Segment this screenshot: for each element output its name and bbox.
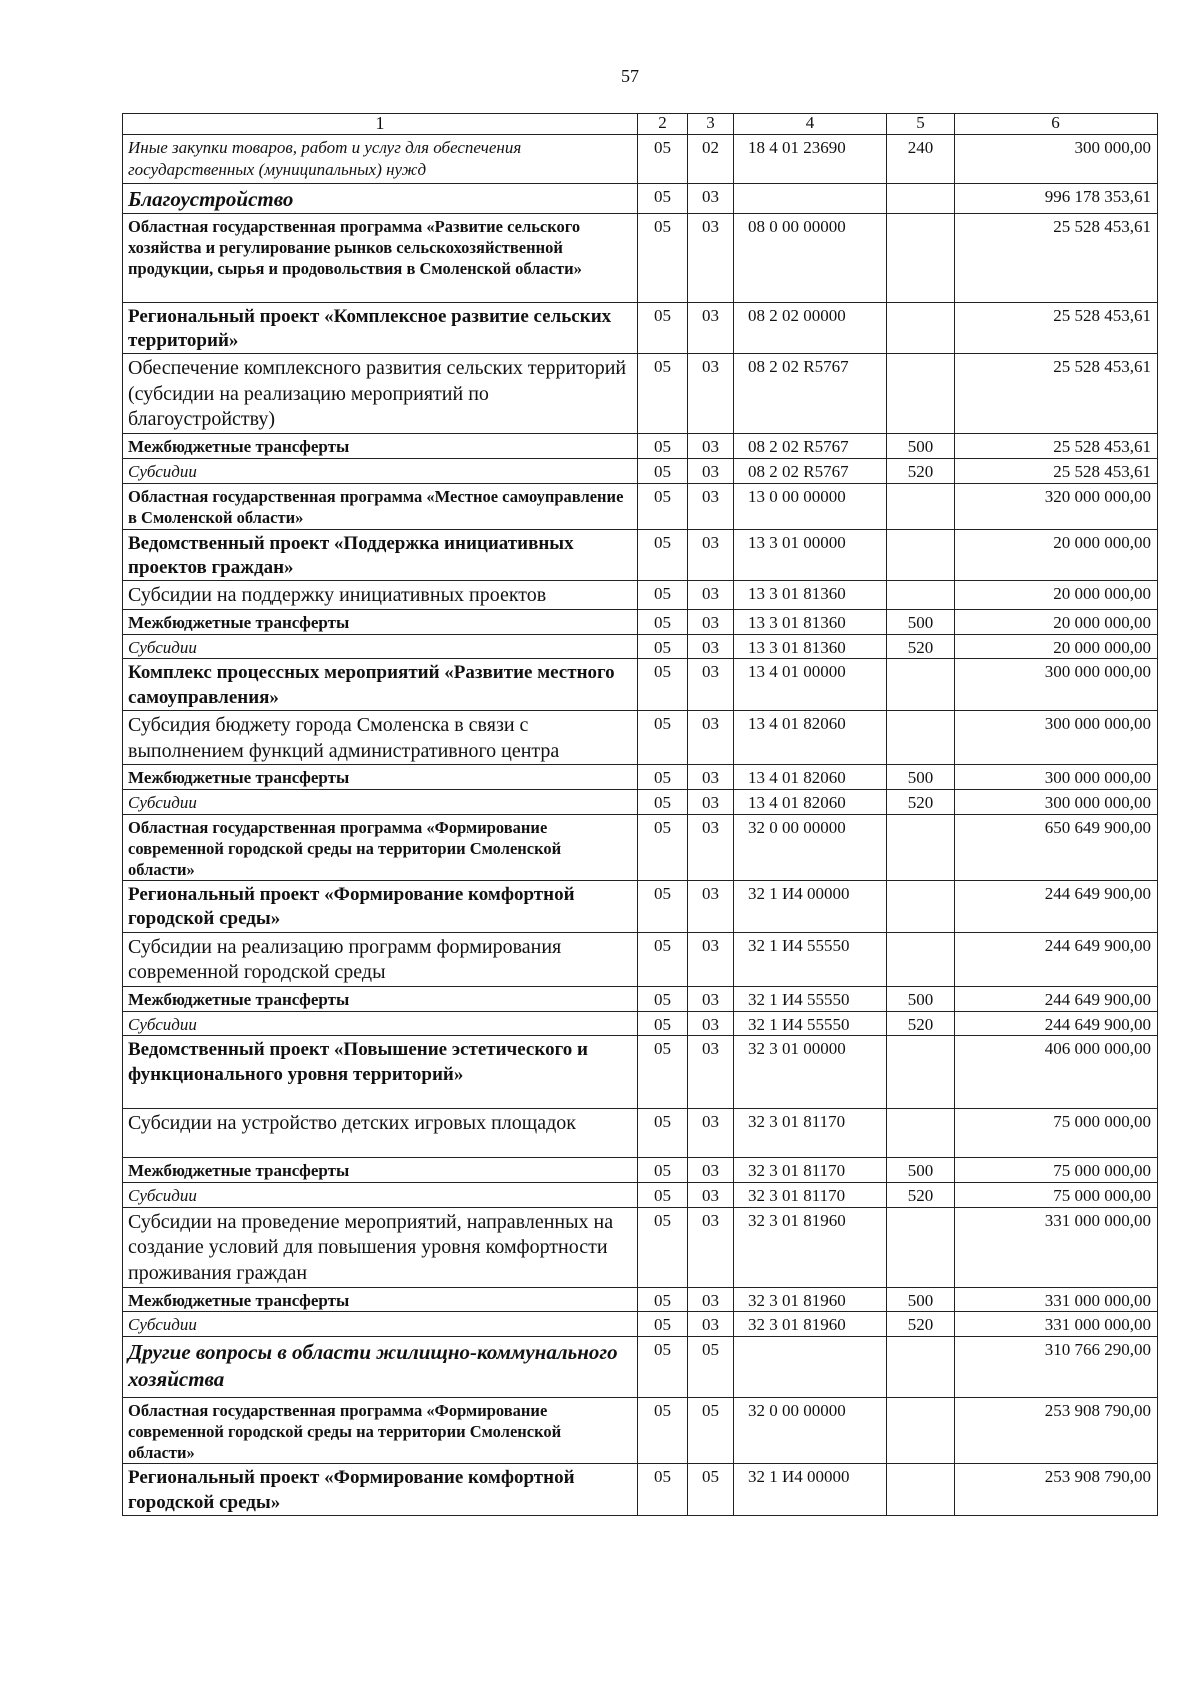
row-section-code: 05 [638,932,688,986]
column-header: 5 [887,114,955,135]
table-row [123,1337,1158,1398]
row-name: Ведомственный проект «Поддержка инициативных проектов граждан» [123,529,638,581]
row-amount: 244 649 900,00 [955,880,1158,932]
row-section-code: 05 [638,814,688,880]
row-section-code: 05 [638,183,688,213]
table-row [123,814,1158,880]
row-name: Региональный проект «Формирование комфортной городской среды» [123,1464,638,1516]
row-target-article: 32 3 01 81170 [734,1183,887,1208]
table-row [123,134,1158,183]
row-name: Областная государственная программа «Формирование современной городской среды на территории Смоленской области» [123,814,638,880]
row-amount: 300 000,00 [955,134,1158,183]
row-target-article: 08 2 02 R5767 [734,354,887,434]
row-subsection-code: 03 [688,483,734,529]
table-row [123,1312,1158,1337]
row-name: Субсидии [123,458,638,483]
row-expense-type [887,1337,955,1398]
row-amount: 25 528 453,61 [955,354,1158,434]
row-expense-type: 500 [887,1158,955,1183]
row-amount: 244 649 900,00 [955,932,1158,986]
row-name: Субсидии [123,1011,638,1036]
row-name: Межбюджетные трансферты [123,765,638,790]
row-subsection-code: 03 [688,581,734,610]
row-amount: 650 649 900,00 [955,814,1158,880]
row-section-code: 05 [638,1464,688,1516]
row-amount: 20 000 000,00 [955,529,1158,581]
column-header: 1 [123,114,638,135]
row-subsection-code: 03 [688,183,734,213]
table-row [123,880,1158,932]
row-name: Межбюджетные трансферты [123,434,638,459]
row-subsection-code: 03 [688,1287,734,1312]
row-expense-type [887,1036,955,1109]
row-target-article: 32 3 01 00000 [734,1036,887,1109]
row-target-article: 13 4 01 82060 [734,765,887,790]
row-target-article: 32 1 И4 00000 [734,880,887,932]
row-expense-type: 240 [887,134,955,183]
row-target-article: 32 1 И4 55550 [734,1011,887,1036]
row-section-code: 05 [638,1287,688,1312]
row-subsection-code: 03 [688,354,734,434]
row-section-code: 05 [638,134,688,183]
row-section-code: 05 [638,880,688,932]
row-subsection-code: 03 [688,1011,734,1036]
row-expense-type [887,880,955,932]
row-section-code: 05 [638,302,688,354]
row-section-code: 05 [638,1011,688,1036]
row-section-code: 05 [638,458,688,483]
row-expense-type [887,659,955,711]
row-subsection-code: 03 [688,434,734,459]
row-amount: 20 000 000,00 [955,581,1158,610]
table-row [123,1287,1158,1312]
row-amount: 25 528 453,61 [955,434,1158,459]
table-row [123,710,1158,764]
row-amount: 253 908 790,00 [955,1464,1158,1516]
row-target-article: 32 0 00 00000 [734,1398,887,1464]
column-header: 6 [955,114,1158,135]
row-section-code: 05 [638,354,688,434]
row-expense-type: 500 [887,986,955,1011]
budget-table [122,113,1158,1516]
row-subsection-code: 03 [688,1036,734,1109]
row-section-code: 05 [638,634,688,659]
row-target-article: 32 1 И4 55550 [734,986,887,1011]
row-amount: 253 908 790,00 [955,1398,1158,1464]
table-row [123,1011,1158,1036]
row-section-code: 05 [638,434,688,459]
row-amount: 300 000 000,00 [955,710,1158,764]
row-subsection-code: 05 [688,1337,734,1398]
row-target-article: 13 4 01 00000 [734,659,887,711]
row-name: Субсидии [123,1183,638,1208]
row-subsection-code: 03 [688,932,734,986]
row-section-code: 05 [638,1158,688,1183]
row-subsection-code: 03 [688,1312,734,1337]
row-target-article: 08 2 02 00000 [734,302,887,354]
row-subsection-code: 03 [688,789,734,814]
row-target-article: 08 2 02 R5767 [734,434,887,459]
table-row [123,434,1158,459]
table-row [123,183,1158,213]
header-row [123,114,1158,135]
table-row [123,1464,1158,1516]
row-expense-type: 500 [887,609,955,634]
row-name: Ведомственный проект «Повышение эстетического и функционального уровня территорий» [123,1036,638,1109]
row-name: Межбюджетные трансферты [123,1287,638,1312]
row-name: Субсидии на устройство детских игровых площадок [123,1109,638,1158]
row-expense-type: 500 [887,765,955,790]
row-section-code: 05 [638,1183,688,1208]
row-section-code: 05 [638,789,688,814]
row-target-article: 13 3 01 81360 [734,634,887,659]
row-expense-type [887,1109,955,1158]
row-amount: 20 000 000,00 [955,609,1158,634]
row-subsection-code: 03 [688,458,734,483]
table-row [123,581,1158,610]
row-expense-type: 520 [887,1312,955,1337]
row-target-article: 13 3 01 00000 [734,529,887,581]
row-subsection-code: 02 [688,134,734,183]
page-number: 57 [621,66,639,86]
row-subsection-code: 03 [688,814,734,880]
row-name: Субсидии [123,634,638,659]
row-expense-type [887,354,955,434]
row-subsection-code: 03 [688,986,734,1011]
row-expense-type: 520 [887,458,955,483]
row-amount: 300 000 000,00 [955,765,1158,790]
table-row [123,529,1158,581]
row-amount: 20 000 000,00 [955,634,1158,659]
row-name: Субсидии на проведение мероприятий, направленных на создание условий для повышения уровня комфортности проживания граждан [123,1207,638,1287]
row-subsection-code: 03 [688,765,734,790]
row-expense-type [887,213,955,302]
row-target-article: 32 1 И4 55550 [734,932,887,986]
table-row [123,1207,1158,1287]
table-row [123,789,1158,814]
row-amount: 331 000 000,00 [955,1287,1158,1312]
row-section-code: 05 [638,765,688,790]
row-amount: 25 528 453,61 [955,458,1158,483]
row-target-article: 13 3 01 81360 [734,581,887,610]
row-name: Региональный проект «Комплексное развитие сельских территорий» [123,302,638,354]
row-expense-type: 520 [887,634,955,659]
row-subsection-code: 03 [688,213,734,302]
row-amount: 25 528 453,61 [955,302,1158,354]
row-section-code: 05 [638,1337,688,1398]
row-section-code: 05 [638,609,688,634]
row-expense-type [887,483,955,529]
row-name: Субсидия бюджету города Смоленска в связи с выполнением функций административного центра [123,710,638,764]
column-header: 4 [734,114,887,135]
row-amount: 25 528 453,61 [955,213,1158,302]
row-amount: 331 000 000,00 [955,1207,1158,1287]
row-amount: 244 649 900,00 [955,986,1158,1011]
row-name: Иные закупки товаров, работ и услуг для обеспечения государственных (муниципальных) нужд [123,134,638,183]
row-amount: 996 178 353,61 [955,183,1158,213]
table-row [123,213,1158,302]
row-section-code: 05 [638,659,688,711]
table-row [123,634,1158,659]
row-expense-type [887,1464,955,1516]
table-row [123,1183,1158,1208]
row-subsection-code: 03 [688,1183,734,1208]
table-row [123,765,1158,790]
row-section-code: 05 [638,529,688,581]
row-target-article: 32 3 01 81960 [734,1287,887,1312]
row-amount: 331 000 000,00 [955,1312,1158,1337]
row-expense-type [887,1398,955,1464]
row-name: Межбюджетные трансферты [123,986,638,1011]
row-expense-type: 520 [887,1183,955,1208]
row-amount: 310 766 290,00 [955,1337,1158,1398]
row-name: Областная государственная программа «Развитие сельского хозяйства и регулирование рынков сельскохозяйственной продукции, сырья и продовольствия в Смоленской области» [123,213,638,302]
row-name: Комплекс процессных мероприятий «Развитие местного самоуправления» [123,659,638,711]
row-expense-type [887,183,955,213]
row-section-code: 05 [638,986,688,1011]
row-target-article: 32 0 00 00000 [734,814,887,880]
row-name: Субсидии [123,1312,638,1337]
row-expense-type [887,302,955,354]
table-row [123,1036,1158,1109]
row-target-article: 32 1 И4 00000 [734,1464,887,1516]
row-expense-type [887,710,955,764]
row-amount: 300 000 000,00 [955,789,1158,814]
row-target-article: 08 2 02 R5767 [734,458,887,483]
row-section-code: 05 [638,483,688,529]
row-name: Другие вопросы в области жилищно-коммунального хозяйства [123,1337,638,1398]
row-target-article [734,183,887,213]
row-subsection-code: 03 [688,1109,734,1158]
row-name: Областная государственная программа «Формирование современной городской среды на территории Смоленской области» [123,1398,638,1464]
column-header: 3 [688,114,734,135]
row-name: Субсидии [123,789,638,814]
row-target-article: 13 4 01 82060 [734,789,887,814]
table-row [123,354,1158,434]
row-name: Межбюджетные трансферты [123,1158,638,1183]
row-target-article: 08 0 00 00000 [734,213,887,302]
row-subsection-code: 03 [688,1158,734,1183]
row-amount: 320 000 000,00 [955,483,1158,529]
row-amount: 406 000 000,00 [955,1036,1158,1109]
row-subsection-code: 03 [688,302,734,354]
row-expense-type: 500 [887,434,955,459]
table-row [123,483,1158,529]
row-name: Субсидии на поддержку инициативных проектов [123,581,638,610]
row-expense-type [887,581,955,610]
row-subsection-code: 03 [688,529,734,581]
row-expense-type [887,529,955,581]
row-section-code: 05 [638,1109,688,1158]
row-subsection-code: 03 [688,659,734,711]
row-expense-type [887,814,955,880]
row-target-article [734,1337,887,1398]
row-amount: 75 000 000,00 [955,1158,1158,1183]
row-amount: 244 649 900,00 [955,1011,1158,1036]
row-target-article: 32 3 01 81960 [734,1207,887,1287]
row-name: Областная государственная программа «Местное самоуправление в Смоленской области» [123,483,638,529]
column-header: 2 [638,114,688,135]
row-section-code: 05 [638,1312,688,1337]
row-subsection-code: 03 [688,880,734,932]
row-expense-type: 520 [887,1011,955,1036]
table-row [123,986,1158,1011]
row-name: Региональный проект «Формирование комфортной городской среды» [123,880,638,932]
table-row [123,609,1158,634]
row-section-code: 05 [638,1207,688,1287]
table-row [123,932,1158,986]
row-subsection-code: 05 [688,1464,734,1516]
row-name: Благоустройство [123,183,638,213]
row-amount: 300 000 000,00 [955,659,1158,711]
row-name: Межбюджетные трансферты [123,609,638,634]
row-section-code: 05 [638,581,688,610]
row-expense-type: 520 [887,789,955,814]
row-target-article: 13 4 01 82060 [734,710,887,764]
row-section-code: 05 [638,213,688,302]
row-subsection-code: 05 [688,1398,734,1464]
row-subsection-code: 03 [688,609,734,634]
table-row [123,458,1158,483]
row-amount: 75 000 000,00 [955,1183,1158,1208]
row-target-article: 13 3 01 81360 [734,609,887,634]
table-row [123,1158,1158,1183]
row-section-code: 05 [638,710,688,764]
row-section-code: 05 [638,1398,688,1464]
row-expense-type [887,1207,955,1287]
row-name: Обеспечение комплексного развития сельских территорий (субсидии на реализацию мероприятий по благоустройству) [123,354,638,434]
row-target-article: 18 4 01 23690 [734,134,887,183]
row-target-article: 13 0 00 00000 [734,483,887,529]
row-target-article: 32 3 01 81960 [734,1312,887,1337]
row-name: Субсидии на реализацию программ формирования современной городской среды [123,932,638,986]
row-subsection-code: 03 [688,1207,734,1287]
row-amount: 75 000 000,00 [955,1109,1158,1158]
table-row [123,1109,1158,1158]
table-row [123,302,1158,354]
row-expense-type: 500 [887,1287,955,1312]
row-target-article: 32 3 01 81170 [734,1109,887,1158]
row-subsection-code: 03 [688,634,734,659]
row-target-article: 32 3 01 81170 [734,1158,887,1183]
row-expense-type [887,932,955,986]
table-row [123,1398,1158,1464]
row-subsection-code: 03 [688,710,734,764]
table-row [123,659,1158,711]
row-section-code: 05 [638,1036,688,1109]
